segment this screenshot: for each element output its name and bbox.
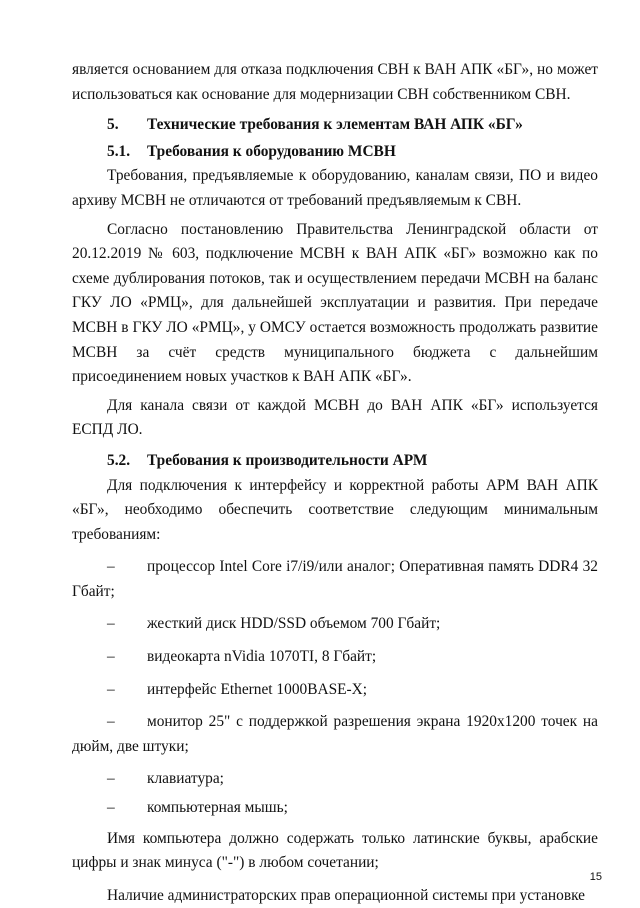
paragraph-admin-rights: Наличие администраторских прав операционной системы при установке — [107, 886, 586, 904]
section-title: Требования к производительности АРМ — [147, 451, 428, 469]
list-item — [72, 555, 598, 604]
section-title: Требования к оборудованию МСВН — [147, 142, 396, 160]
list-dash: – — [107, 770, 115, 788]
list-item-text: монитор 25" с поддержкой разрешения экрана 1920x1200 точек на дюйм, две штуки; — [72, 713, 598, 755]
paragraph-resolution: Согласно постановлению Правительства Ленинградской области от 20.12.2019 № 603, подключение МСВН к ВАН АПК «БГ» возможно как по схеме дублирования потоков, так и осуществлением передачи МСВН на баланс ГКУ ЛО «РМЦ», для дальнейшей эксплуатации и развития. При передаче МСВН в ГКУ ЛО «РМЦ», у ОМСУ остается возможность продолжать развитие МСВН за счёт средств муниципального бюджета с дальнейшим присоединением новых участков к ВАН АПК «БГ». — [72, 220, 598, 386]
section-heading-5-2 — [72, 449, 598, 474]
list-item — [72, 796, 598, 821]
list-item-text: процессор Intel Core i7/i9/или аналог; Оперативная память DDR4 32 Гбайт; — [72, 558, 598, 600]
list-item-text: интерфейс Ethernet 1000BASE-X; — [147, 680, 368, 698]
list-dash: – — [107, 713, 115, 731]
section-number: 5. — [107, 116, 119, 134]
paragraph-channel: Для канала связи от каждой МСВН до ВАН АПК «БГ» используется ЕСПД ЛО. — [72, 396, 598, 439]
list-dash: – — [107, 558, 115, 576]
list-item-text: клавиатура; — [147, 770, 224, 788]
section-number: 5.1. — [107, 142, 131, 160]
paragraph-requirements: Требования, предъявляемые к оборудованию, каналам связи, ПО и видео архиву МСВН не отличаются от требований предъявляемым к СВН. — [72, 167, 598, 209]
list-item-text: видеокарта nVidia 1070TI, 8 Гбайт; — [147, 648, 377, 666]
list-item — [72, 710, 598, 759]
list-item-text: компьютерная мышь; — [147, 799, 288, 817]
list-item — [72, 678, 598, 703]
list-dash: – — [107, 615, 115, 633]
list-dash: – — [107, 680, 115, 698]
list-item — [72, 767, 598, 792]
paragraph-continuation: является основанием для отказа подключения СВН к ВАН АПК «БГ», но может использоваться как основание для модернизации СВН собственником СВН. — [72, 61, 598, 103]
section-heading-5 — [72, 113, 598, 138]
list-item — [72, 612, 598, 637]
page-number: 15 — [589, 871, 602, 883]
section-title: Технические требования к элементам ВАН АПК «БГ» — [147, 116, 523, 134]
list-dash: – — [107, 648, 115, 666]
list-dash: – — [107, 799, 115, 817]
list-item-text: жесткий диск HDD/SSD объемом 700 Гбайт; — [147, 615, 441, 633]
section-number: 5.2. — [107, 451, 131, 469]
paragraph-arm-intro: Для подключения к интерфейсу и корректной работы АРМ ВАН АПК «БГ», необходимо обеспечить соответствие следующим минимальным требованиям: — [72, 476, 598, 543]
list-item — [72, 645, 598, 670]
paragraph-computer-name: Имя компьютера должно содержать только латинские буквы, арабские цифры и знак минуса ("-") в любом сочетании; — [72, 829, 598, 872]
section-heading-5-1 — [72, 140, 598, 165]
